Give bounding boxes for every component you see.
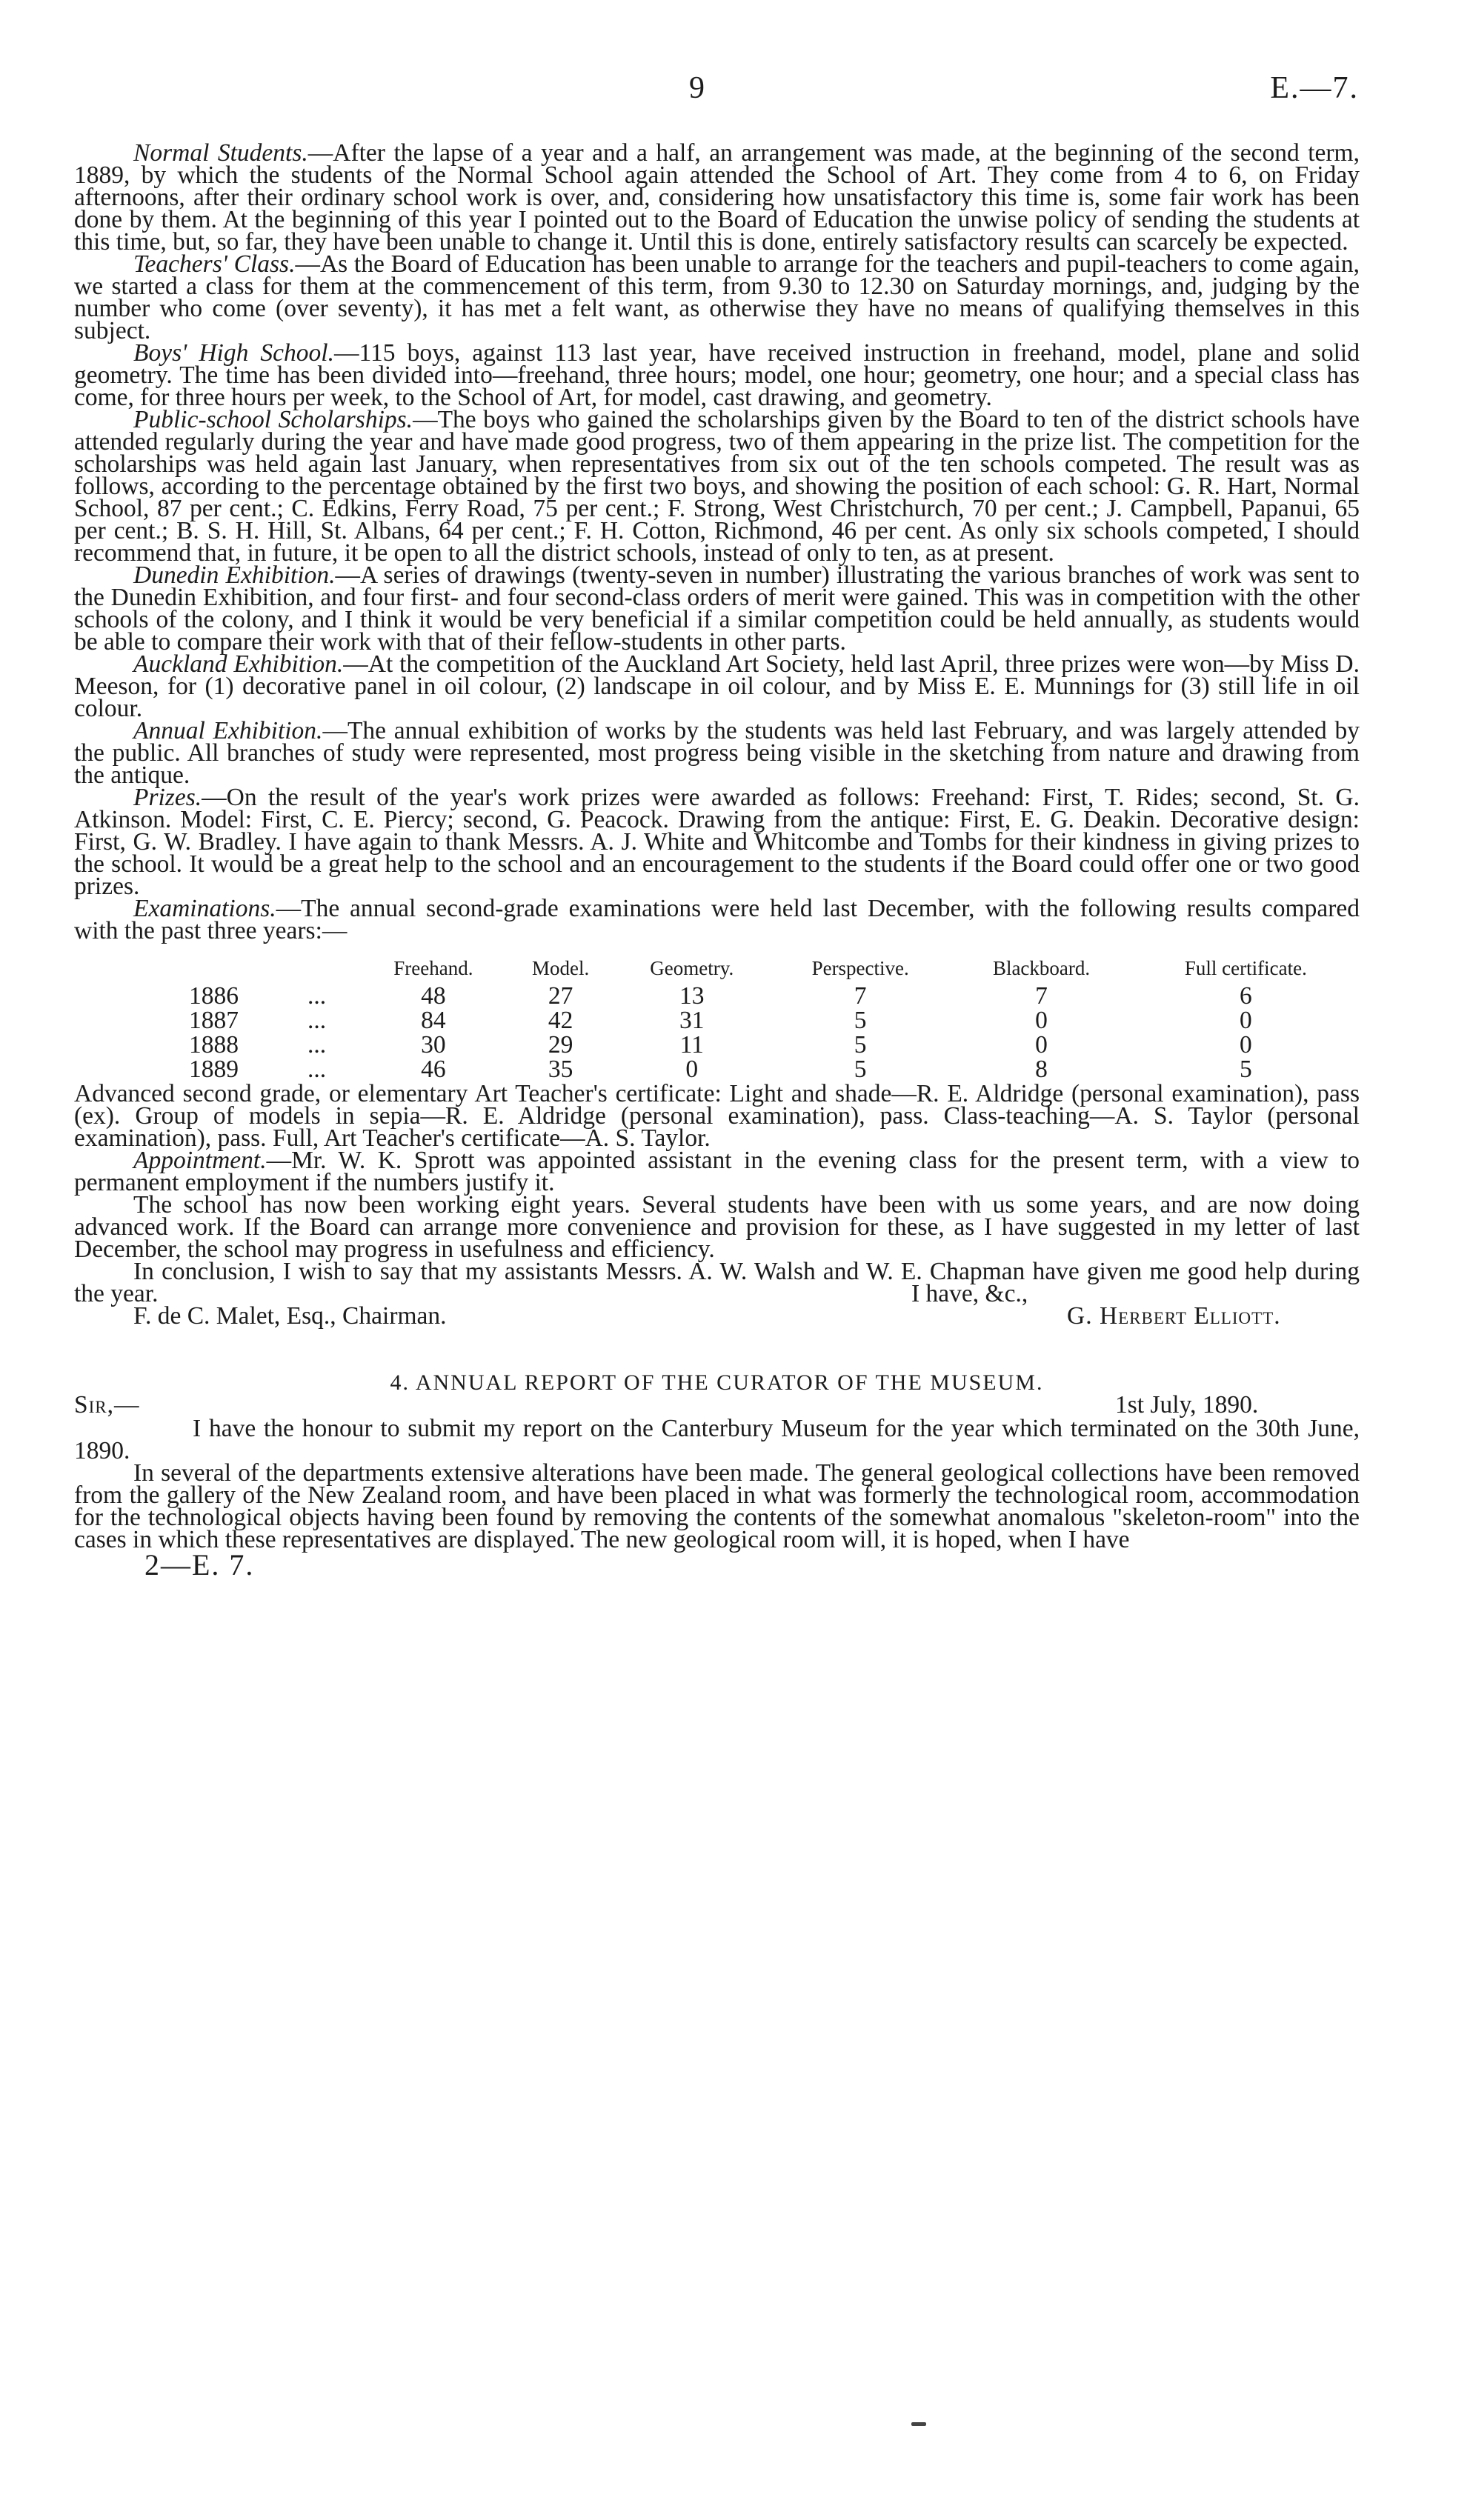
museum-report-title: 4. ANNUAL REPORT OF THE CURATOR OF THE MUSEUM. — [390, 1370, 1044, 1395]
paragraph-examinations — [74, 895, 1360, 944]
table-cell: 5 — [854, 1055, 867, 1083]
table-row — [74, 1033, 1360, 1057]
salutation-line — [74, 1391, 1360, 1419]
salutation: Sir,— — [74, 1391, 140, 1419]
paragraph-boys-high-school — [74, 339, 1360, 411]
column-header: Geometry. — [650, 957, 734, 979]
paragraph-conclusion: In conclusion, I wish to say that my assistants Messrs. A. W. Walsh and W. E. Chapman have given me good help during the year. — [74, 1258, 1360, 1307]
table-cell: 6 — [1239, 981, 1252, 1010]
paragraph-teachers-class — [74, 250, 1360, 344]
row-year: 1886 — [189, 981, 239, 1010]
heading-normal-students: Normal Students. — [133, 139, 308, 167]
table-header-row — [74, 953, 1360, 984]
table-row — [74, 1057, 1360, 1081]
table-cell: 42 — [548, 1006, 573, 1034]
table-cell: 0 — [1239, 1006, 1252, 1034]
row-leader-dots: ... — [307, 1030, 327, 1059]
text-auckland-exhibition: —At the competition of the Auckland Art Society, held last April, three prizes were won—by Miss D. Meeson, for (1) decorative panel in oil colour, (2) landscape in oil colour, and by Miss E. E. Munnings for (3) still life in oil colour. — [74, 650, 1360, 722]
ink-smudge — [911, 2422, 926, 2426]
table-cell: 31 — [679, 1006, 705, 1034]
column-header: Freehand. — [393, 957, 473, 979]
row-leader-dots: ... — [307, 1006, 327, 1034]
column-header: Blackboard. — [992, 957, 1091, 979]
text-appointment: —Mr. W. K. Sprott was appointed assistant in the evening class for the present term, with a view to permanent employment if the numbers justify it. — [74, 1147, 1360, 1196]
paragraph-school-progress: The school has now been working eight years. Several students have been with us some years, and are now doing advanced work. If the Board can arrange more convenience and provision for these, as I have suggested in my letter of last December, the school may progress in usefulness and efficiency. — [74, 1191, 1360, 1263]
table-cell: 48 — [421, 981, 446, 1010]
table-cell: 8 — [1035, 1055, 1048, 1083]
table-cell: 84 — [421, 1006, 446, 1034]
page-header — [0, 70, 1470, 115]
table-cell: 30 — [421, 1030, 446, 1059]
text-examinations: —The annual second-grade examinations were held last December, with the following results compared with the past three years:— — [74, 895, 1360, 944]
row-year: 1887 — [189, 1006, 239, 1034]
table-cell: 0 — [1239, 1030, 1252, 1059]
paragraph-auckland-exhibition — [74, 650, 1360, 722]
paragraph-normal-students — [74, 139, 1360, 256]
heading-appointment: Appointment. — [133, 1147, 267, 1174]
table-cell: 0 — [1035, 1030, 1048, 1059]
table-cell: 35 — [548, 1055, 573, 1083]
sheet-reference: 2—E. 7. — [144, 1548, 255, 1581]
heading-boys-high-school: Boys' High School. — [133, 339, 334, 367]
table-cell: 5 — [854, 1006, 867, 1034]
paragraph-advanced-grade: Advanced second grade, or elementary Art Teacher's certificate: Light and shade—R. E. Aldridge (personal examination), pass (ex). Group of models in sepia—R. E. Aldridge (personal examination), pass. Class-teaching—A. S. Taylor (personal examination), pass. Full, Art Teacher's certificate—A. S. Taylor. — [74, 1080, 1360, 1152]
table-cell: 29 — [548, 1030, 573, 1059]
exam-results-table — [74, 953, 1360, 1081]
heading-dunedin-exhibition: Dunedin Exhibition. — [133, 561, 336, 589]
row-leader-dots: ... — [307, 981, 327, 1010]
heading-annual-exhibition: Annual Exhibition. — [133, 717, 323, 744]
page-number: 9 — [689, 71, 705, 105]
text-dunedin-exhibition: —A series of drawings (twenty-seven in number) illustrating the various branches of work was sent to the Dunedin Exhibition, and four first- and four second-class orders of merit were gained. This was in competition with the other schools of the colony, and I think it would be very beneficial if a similar competition could be held annually, as students would be able to compare their work with that of their fellow-students in other parts. — [74, 561, 1360, 656]
paragraph-prizes — [74, 784, 1360, 900]
row-leader-dots: ... — [307, 1055, 327, 1083]
table-cell: 0 — [1035, 1006, 1048, 1034]
heading-teachers-class: Teachers' Class. — [133, 250, 296, 278]
addressee: F. de C. Malet, Esq., Chairman. — [133, 1302, 447, 1330]
text-boys-high-school: —115 boys, against 113 last year, have received instruction in freehand, model, plane and solid geometry. The time has been divided into—freehand, three hours; model, one hour; geometry, one hour; and a special class has come, for three hours per week, to the School of Art, for model, cast drawing, and geometry. — [74, 339, 1360, 411]
heading-prizes: Prizes. — [133, 784, 202, 811]
text-teachers-class: —As the Board of Education has been unable to arrange for the teachers and pupil-teachers to come again, we started a class for them at the commencement of this term, from 9.30 to 12.30 on Saturday mornings, and, judging by the number who come (over seventy), it has met a felt want, as otherwise they have no means of qualifying themselves in this subject. — [74, 250, 1360, 344]
column-header: Perspective. — [811, 957, 909, 979]
table-cell: 27 — [548, 981, 573, 1010]
table-cell: 13 — [679, 981, 705, 1010]
document-body — [74, 139, 1360, 1581]
table-row — [74, 1008, 1360, 1033]
text-public-school-scholarships: —The boys who gained the scholarships given by the Board to ten of the district schools have attended regularly during the year and have made good progress, two of them appearing in the prize list. The competition for the scholarships was held again last January, when representatives from six out of the ten schools competed. The result was as follows, according to the percentage obtained by the first two boys, and showing the position of each school: G. R. Hart, Normal School, 87 per cent.; C. Edkins, Ferry Road, 75 per cent.; F. Strong, West Christchurch, 70 per cent.; J. Campbell, Papanui, 65 per cent.; B. S. H. Hill, St. Albans, 64 per cent.; F. H. Cotton, Richmond, 46 per cent. As only six schools competed, I should recommend that, in future, it be open to all the district schools, instead of only to ten, as at present. — [74, 406, 1360, 567]
paragraph-dunedin-exhibition — [74, 561, 1360, 656]
column-header: Model. — [532, 957, 590, 979]
report-date: 1st July, 1890. — [1115, 1391, 1259, 1419]
heading-examinations: Examinations. — [133, 895, 276, 922]
text-normal-students: —After the lapse of a year and a half, an arrangement was made, at the beginning of the second term, 1889, by which the students of the Normal School again attended the School of Art. They come from 4 to 6, on Friday afternoons, after their ordinary school work is over, and, considering how unsatisfactory this time is, some fair work has been done by them. At the beginning of this year I pointed out to the Board of Education the unwise policy of sending the students at this time, but, so far, they have been unable to change it. Until this is done, entirely satisfactory results can scarcely be expected. — [74, 139, 1360, 256]
table-row — [74, 984, 1360, 1008]
table-cell: 5 — [854, 1030, 867, 1059]
table-cell: 11 — [679, 1030, 704, 1059]
report-reference: E.—7. — [1270, 71, 1359, 105]
signature: G. Herbert Elliott. — [1067, 1302, 1281, 1330]
signature-line — [74, 1302, 1360, 1330]
closing-phrase: I have, &c., — [911, 1280, 1028, 1307]
paragraph-appointment — [74, 1147, 1360, 1196]
text-prizes: —On the result of the year's work prizes were awarded as follows: Freehand: First, T. Rides; second, St. G. Atkinson. Model: First, C. E. Piercy; second, G. Peacock. Drawing from the antique: First, E. G. Deakin. Decorative design: First, G. W. Bradley. I have again to thank Messrs. A. J. White and Whitcombe and Tombs for their kindness in giving prizes to the school. It would be a great help to the school and an encouragement to the students if the Board could offer one or two good prizes. — [74, 784, 1360, 900]
heading-auckland-exhibition: Auckland Exhibition. — [133, 650, 344, 678]
table-cell: 0 — [685, 1055, 699, 1083]
table-cell: 7 — [1035, 981, 1048, 1010]
paragraph-public-school-scholarships — [74, 406, 1360, 567]
column-header: Full certificate. — [1184, 957, 1307, 979]
table-cell: 5 — [1239, 1055, 1252, 1083]
paragraph-museum-alterations: In several of the departments extensive alterations have been made. The general geological collections have been removed from the gallery of the New Zealand room, and have been placed in what was formerly the technological room, accommodation for the technological objects having been found by removing the contents of the somewhat anomalous "skeleton-room" into the cases in which these representatives are displayed. The new geological room will, it is hoped, when I have — [74, 1459, 1360, 1553]
table-cell: 46 — [421, 1055, 446, 1083]
table-cell: 7 — [854, 981, 867, 1010]
paragraph-museum-intro: I have the honour to submit my report on the Canterbury Museum for the year which terminated on the 30th June, 1890. — [74, 1415, 1360, 1464]
row-year: 1889 — [189, 1055, 239, 1083]
paragraph-annual-exhibition — [74, 717, 1360, 789]
row-year: 1888 — [189, 1030, 239, 1059]
text-annual-exhibition: —The annual exhibition of works by the students was held last February, and was largely attended by the public. All branches of study were represented, most progress being visible in the sketching from nature and drawing from the antique. — [74, 717, 1360, 789]
heading-public-school-scholarships: Public-school Scholarships. — [133, 406, 413, 433]
